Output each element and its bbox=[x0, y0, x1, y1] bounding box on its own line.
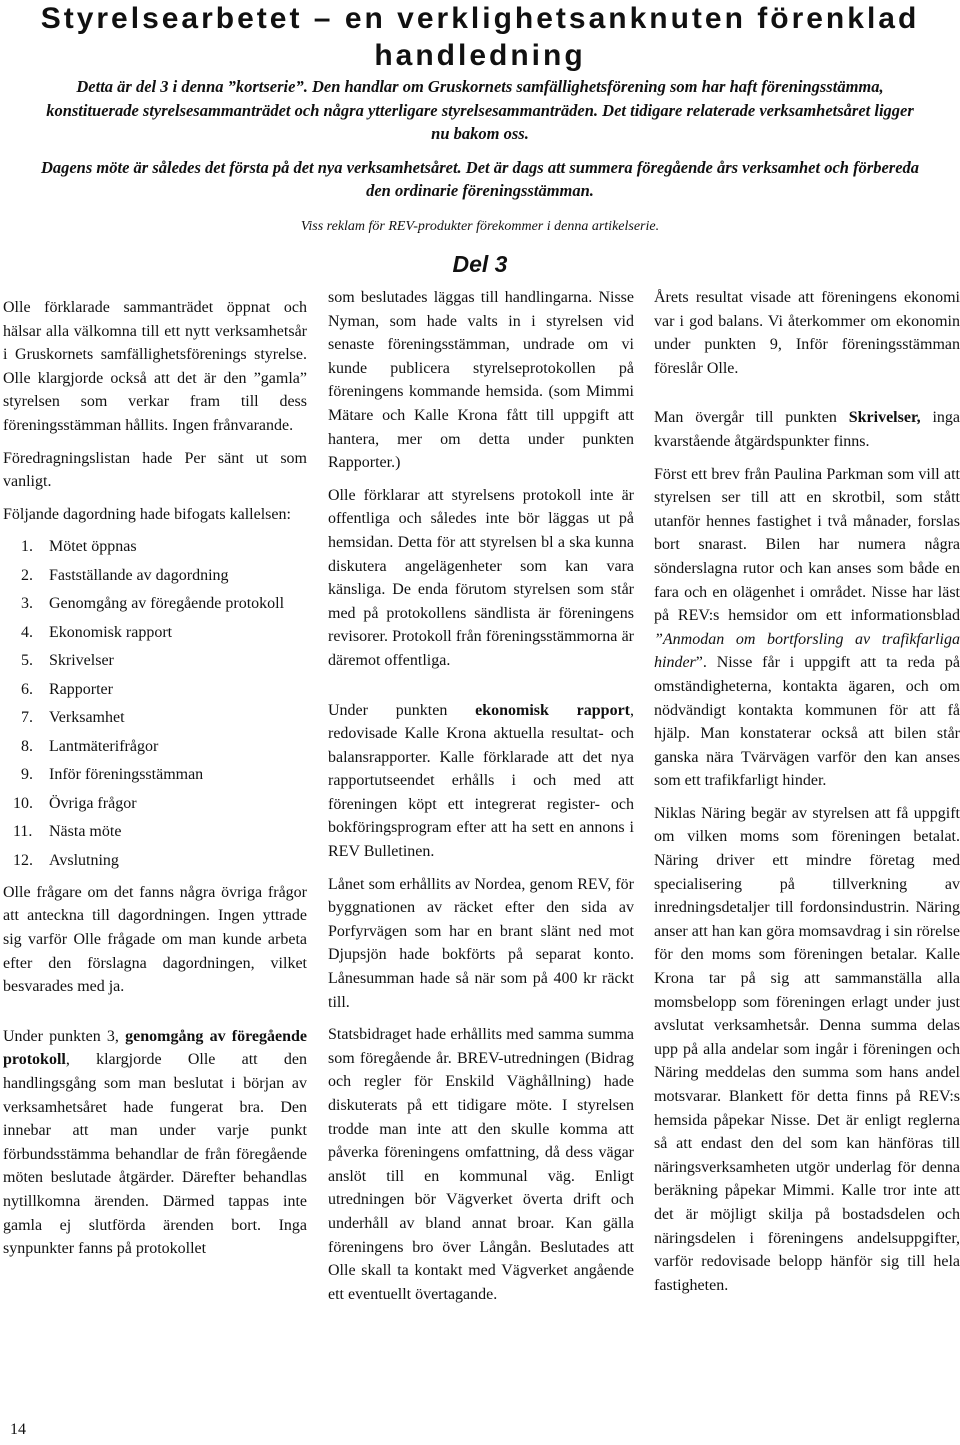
agenda-item-number: 2. bbox=[21, 566, 33, 584]
col2-paragraph-1: som beslutades läggas till handlingarna. Nisse Nyman, som hade valts in i styrelsen vid senaste föreningsstämman, undrade om vi kunde publicera styrelseprotokollen på föreningens kommande hemsida. (som Mimmi Mätare och Kalle Krona fått till uppgift att hantera, mer om detta under punkten Rapporter.) bbox=[328, 289, 634, 472]
agenda-item-text: Övriga frågor bbox=[49, 794, 137, 812]
agenda-item bbox=[3, 564, 307, 588]
agenda-item bbox=[3, 735, 307, 759]
agenda-item-number: 7. bbox=[21, 709, 33, 727]
col1-paragraph-1: Olle förklarade sammanträdet öppnat och hälsar alla välkomna till ett nytt verksamhetsår i Gruskornets samfällighetsförenings styrelse. Olle klargjorde också att det är den ”gamla” styrelsen som verkar fram till dess föreningsstämman hållits. Ingen frånvarande. bbox=[3, 299, 307, 434]
agenda-item-text: Lantmäterifrågor bbox=[49, 737, 159, 755]
column-1 bbox=[3, 296, 307, 1270]
column-2 bbox=[328, 286, 634, 1315]
part-label: Del 3 bbox=[452, 251, 508, 277]
bold-term: Skrivelser, bbox=[848, 409, 921, 427]
agenda-item-number: 11. bbox=[13, 823, 33, 841]
agenda-item-number: 3. bbox=[21, 595, 33, 613]
col1-paragraph-5 bbox=[3, 1025, 307, 1261]
text-run: , redovisade Kalle Krona aktuella resultat- och balansrapporter. Kalle förklarade att det nya rapportutseendet erhålls i och med att föreningen köpt ett integrerat register- och bokföringsprogram efter att ha sett en annons i REV Bulletinen. bbox=[328, 701, 634, 861]
agenda-item bbox=[3, 849, 307, 873]
col1-paragraph-4: Olle frågare om det fanns några övriga frågor att anteckna till dagordningen. Ingen yttrade sig varför Olle frågade om man kunde arbeta efter den förslagna dagordningen, vilket besvarades med ja. bbox=[3, 883, 307, 996]
agenda-item-number: 4. bbox=[21, 623, 33, 641]
col3-paragraph-4: Niklas Näring begär av styrelsen att få uppgift om vilken moms som föreningen betalat. Näring driver ett mindre företag med specialisering på tillverkning av inredningsdetaljer till fordonsindustrin. Näring anser att han kan göra momsavdrag i sin rörelse för den moms som föreningen betalar. Kalle Krona tar på sig att sammanställa alla momsbelopp som föreningen erlagt under just avslutat verksamhetsår. Denna summa delas upp på alla andelar som ingår i föreningen och Näring meddelas den summa som hans andel motsvarar. Blankett för detta finns på REV:s hemsida påpekar Nisse. Det är enligt reglerna så att endast den del som kan hänföras till näringsverksamheten utgör underlag för denna beräkning påpekar Mimmi. Kalle tror inte att det är möjligt skilja på bostadsdelen och näringsdelen i föreningens andelsuppgifter, varför redovisade belopp hänför sig till hela fastigheten. bbox=[654, 804, 960, 1294]
text-run: Under punkten 3, bbox=[3, 1027, 126, 1045]
text-run: Under punkten bbox=[328, 701, 476, 719]
col1-paragraph-2: Föredragningslistan hade Per sänt ut som vanligt. bbox=[3, 449, 307, 491]
agenda-item-text: Avslutning bbox=[49, 851, 119, 869]
agenda-item-text: Fastställande av dagordning bbox=[49, 566, 229, 584]
agenda-item-text: Rapporter bbox=[49, 680, 113, 698]
agenda-item-number: 10. bbox=[13, 794, 33, 812]
intro-paragraph-2: Dagens möte är således det första på det nya verksamhetsåret. Det är dags att summera föregående års verksamhet och förbereda den ordinarie föreningsstämman. bbox=[40, 157, 920, 200]
col1-paragraph-3: Följande dagordning hade bifogats kallelsen: bbox=[3, 505, 291, 523]
agenda-item bbox=[3, 763, 307, 787]
agenda-item-text: Mötet öppnas bbox=[49, 538, 137, 556]
agenda-item-number: 6. bbox=[21, 680, 33, 698]
intro-paragraph-1: Detta är del 3 i denna ”kortserie”. Den handlar om Gruskornets samfällighetsförening som har haft föreningsstämma, konstituerade styrelsesammanträdet och några ytterligare styrelsesammanträden. Det tidigare relaterade verksamhetsåret ligger nu bakom oss. bbox=[46, 77, 914, 143]
text-run: Man övergår till punkten bbox=[654, 409, 849, 427]
col3-paragraph-3 bbox=[654, 463, 960, 793]
agenda-item bbox=[3, 678, 307, 702]
agenda-item-number: 12. bbox=[13, 851, 33, 869]
agenda-item-number: 8. bbox=[21, 737, 33, 755]
page-number: 14 bbox=[10, 1421, 26, 1438]
agenda-item-text: Skrivelser bbox=[49, 652, 114, 670]
bold-term: genomgång av föregående protokoll bbox=[3, 1027, 308, 1069]
agenda-item-text: Ekonomisk rapport bbox=[49, 623, 173, 641]
agenda-item bbox=[3, 621, 307, 645]
agenda-item-number: 1. bbox=[21, 538, 33, 556]
agenda-item bbox=[3, 649, 307, 673]
agenda-item bbox=[3, 535, 307, 559]
agenda-item-text: Verksamhet bbox=[49, 709, 125, 727]
col2-paragraph-4: Lånet som erhållits av Nordea, genom REV, för byggnationen av räcket efter den sida av Porfyrvägen som har en brant slänt ned mot Djupsjön hade bokförts på separat konto. Lånesumman hade så när som på 400 kr räckt till. bbox=[328, 875, 634, 1011]
text-run: , klargjorde Olle att den handlingsgång som man beslutat i början av verksamhetsåret hade fungerat bra. Den innebar att man under varje punkt förbundsstämma behandlar de från föregående möten beslutade åtgärder. Därefter behandlas nytillkomna ärenden. Därmed tappas inte gamla ej slutförda ärenden bort. Inga synpunkter fanns på protokollet bbox=[3, 1051, 307, 1258]
agenda-item-text: Inför föreningsstämman bbox=[49, 766, 204, 784]
agenda-list bbox=[3, 535, 307, 873]
text-run: inga kvarstående åtgärdspunkter finns. bbox=[654, 409, 960, 450]
col2-paragraph-5: Statsbidraget hade erhållits med samma summa som föregående år. BREV-utredningen (Bidrag och regler för Enskild Väghållning) hade diskuterats på ett tidigare möte. I styrelsen trodde man inte att den skulle komma att påverka föreningens omfattning, då dess vägar anslöt till en kommunal väg. Enligt utredningen bör Vägverket överta drift och underhåll av bland annat broar. Kan gälla föreningens bro över Långån. Beslutades att Olle skall ta kontakt med Vägverket angående ett eventuellt övertagande. bbox=[328, 1026, 634, 1303]
italic-title: ”Anmodan om bortforsling av trafikfarliga hinder bbox=[654, 630, 960, 672]
agenda-item bbox=[3, 820, 307, 844]
agenda-item-number: 9. bbox=[21, 766, 33, 784]
agenda-item-text: Nästa möte bbox=[49, 823, 122, 841]
agenda-item-number: 5. bbox=[21, 652, 33, 670]
col3-paragraph-1: Årets resultat visade att föreningens ekonomi var i god balans. Vi återkommer om ekonomin under punkten 9, Inför föreningsstämman föreslår Olle. bbox=[654, 289, 960, 377]
agenda-item-text: Genomgång av föregående protokoll bbox=[49, 595, 285, 613]
ad-disclaimer: Viss reklam för REV-produkter förekommer i denna artikelserie. bbox=[300, 219, 660, 234]
bold-term: ekonomisk rapport bbox=[475, 701, 630, 719]
agenda-item bbox=[3, 792, 307, 816]
article-title: Styrelsearbetet – en verklighetsanknuten förenklad handledning bbox=[40, 2, 920, 72]
col2-paragraph-3 bbox=[328, 699, 634, 864]
intro-block bbox=[40, 75, 920, 203]
column-3 bbox=[654, 286, 960, 1306]
agenda-item bbox=[3, 706, 307, 730]
col2-paragraph-2: Olle förklarar att styrelsens protokoll inte är offentliga och således inte bör läggas ut på hemsidan. Detta för att styrelsen bl a ska kunna diskutera angelägenheter som kan vara känsliga. De enda förutom styrelsen som står med på protokollens sändlista är föreningens revisorer. Protokoll från föreningsstämmorna är däremot offentliga. bbox=[328, 486, 634, 669]
text-run: Först ett brev från Paulina Parkman som vill att styrelsen ser till att en skrotbil, som stått utanför hennes fastighet i två månader, forslas bort snarast. Bilen har numera några sönderslagna rutor och kan anses som både en fara och en olägenhet i området. Nisse har läst på REV:s hemsidor om ett informationsblad bbox=[654, 465, 960, 625]
col3-paragraph-2 bbox=[654, 406, 960, 453]
text-run: ”. Nisse får i uppgift att ta reda på omständigheterna, kontakta ägaren, och om nödvändigt kontakta kommunen för att få hjälp. Man konstaterar också att bilen står ganska nära Tvärvägen varför den kan anses som ett trafikfarligt hinder. bbox=[654, 654, 960, 790]
agenda-item bbox=[3, 592, 307, 616]
